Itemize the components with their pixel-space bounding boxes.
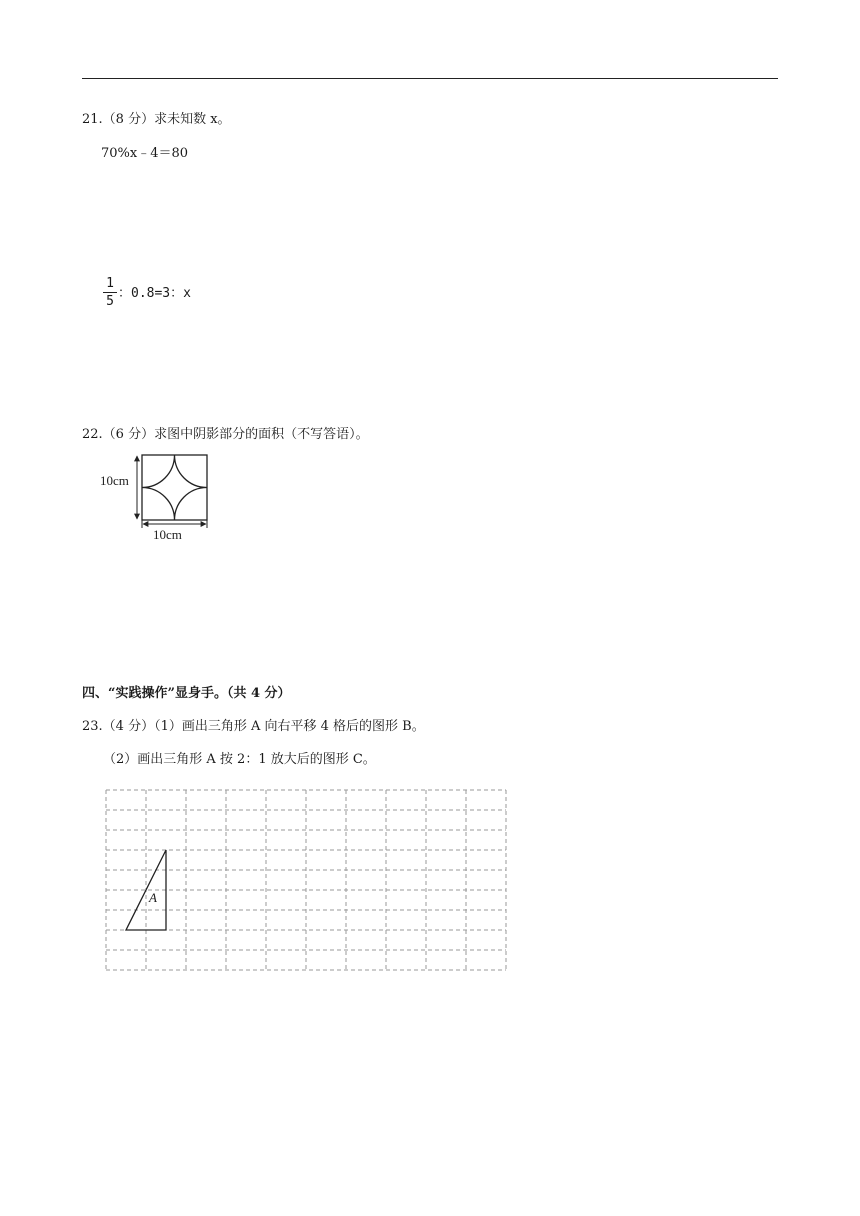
- concave-star-arcs: [142, 455, 207, 520]
- section4-heading: 四、“实践操作”显身手。（共 4 分）: [82, 686, 291, 701]
- q21-equation-2-fraction: [103, 276, 117, 309]
- fraction-bar: [103, 292, 117, 293]
- bottom-length-label: 10cm: [153, 527, 182, 542]
- q21-title: 21.（8 分）求未知数 x。: [82, 112, 231, 127]
- fraction-denominator: 5: [106, 294, 114, 309]
- square-outline: [142, 455, 207, 520]
- q21-equation-2-ratio: ：0.8=3：x: [118, 286, 191, 301]
- header-rule: [82, 78, 778, 79]
- triangle-a-label: A: [149, 890, 157, 905]
- q22-figure: [95, 448, 220, 548]
- q21-equation-1: 70%x﹣4＝80: [101, 146, 189, 161]
- side-length-label: 10cm: [100, 473, 129, 488]
- q22-title: 22.（6 分）求图中阴影部分的面积（不写答语）。: [82, 427, 369, 442]
- fraction-numerator: 1: [106, 276, 114, 291]
- q23-line-2: （2）画出三角形 A 按 2：1 放大后的图形 C。: [103, 752, 376, 767]
- q23-line-1: 23.（4 分）（1）画出三角形 A 向右平移 4 格后的图形 B。: [82, 719, 425, 734]
- q23-grid: [100, 786, 510, 976]
